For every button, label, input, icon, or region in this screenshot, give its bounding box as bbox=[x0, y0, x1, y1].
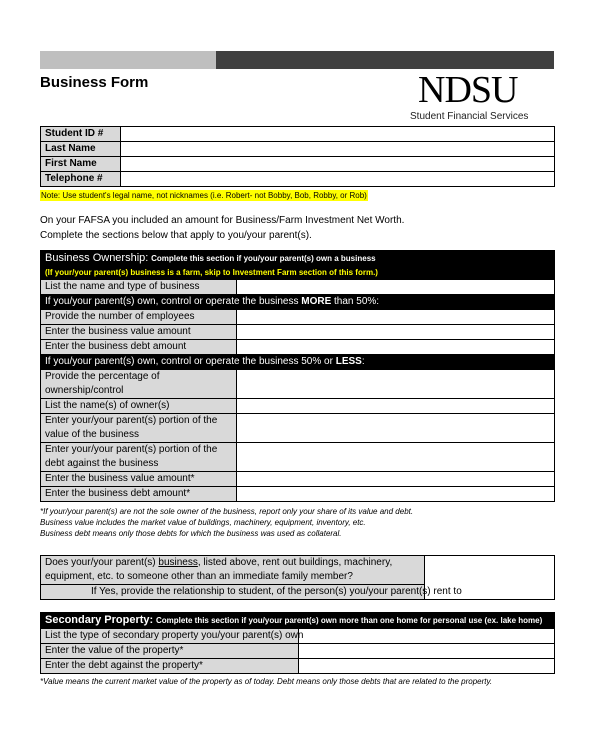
more-than-50-heading: If you/your parent(s) own, control or operate the business MORE than 50%: bbox=[41, 295, 555, 310]
last-name-row bbox=[41, 142, 555, 157]
owner-names-input[interactable] bbox=[237, 399, 555, 414]
portion-value-row bbox=[41, 414, 555, 443]
business-value-input[interactable] bbox=[237, 325, 555, 340]
owner-names-row bbox=[41, 399, 555, 414]
employees-row bbox=[41, 310, 555, 325]
legal-name-note: Note: Use student's legal name, not nicknames (i.e. Robert- not Bobby, Bob, Robby, or Rob) bbox=[41, 191, 367, 200]
rental-table bbox=[40, 555, 555, 600]
student-id-input[interactable] bbox=[121, 127, 555, 142]
business-debt-input[interactable] bbox=[237, 340, 555, 355]
ownership-percentage-row bbox=[41, 370, 555, 399]
ownership-percentage-label: Provide the percentage of ownership/control bbox=[41, 370, 237, 399]
business-value-row bbox=[41, 325, 555, 340]
student-id-label: Student ID # bbox=[41, 127, 121, 142]
business-ownership-table bbox=[40, 250, 555, 502]
footnote-business-value: Business value includes the market value of buildings, machinery, equipment, inventory, etc. bbox=[40, 518, 366, 527]
property-type-input[interactable] bbox=[299, 629, 555, 644]
business-name-input[interactable] bbox=[237, 280, 555, 295]
intro-line-2: Complete the sections below that apply to you/your parent(s). bbox=[40, 230, 312, 241]
last-name-label: Last Name bbox=[41, 142, 121, 157]
portion-debt-row bbox=[41, 443, 555, 472]
header-bar-light bbox=[40, 51, 216, 69]
portion-debt-label: Enter your/your parent(s) portion of the debt against the business bbox=[41, 443, 237, 472]
farm-note-row bbox=[41, 267, 555, 280]
property-type-row bbox=[41, 629, 555, 644]
business-debt-row bbox=[41, 340, 555, 355]
ownership-percentage-input[interactable] bbox=[237, 370, 555, 399]
business-footnotes bbox=[40, 506, 413, 539]
business-heading-row bbox=[41, 251, 555, 267]
property-value-label: Enter the value of the property* bbox=[41, 644, 299, 659]
ndsu-logo: NDSU bbox=[418, 69, 518, 111]
property-type-label: List the type of secondary property you/your parent(s) own bbox=[41, 629, 299, 644]
business-ownership-detail: Complete this section if you/your parent(s) own a business bbox=[151, 254, 376, 263]
secondary-property-detail: Complete this section if you/your parent(s) own more than one home for personal use (ex. lake home) bbox=[155, 616, 543, 625]
rental-question-row bbox=[41, 556, 555, 585]
header-bar-dark bbox=[216, 51, 554, 69]
portion-value-label: Enter your/your parent(s) portion of the value of the business bbox=[41, 414, 237, 443]
intro-line-1: On your FAFSA you included an amount for Business/Farm Investment Net Worth. bbox=[40, 215, 405, 226]
property-debt-row bbox=[41, 659, 555, 674]
footnote-sole-owner: *If your/your parent(s) are not the sole owner of the business, report only your share of its value and debt. bbox=[40, 507, 414, 516]
intro-text bbox=[40, 213, 404, 243]
first-name-row bbox=[41, 157, 555, 172]
first-name-input[interactable] bbox=[121, 157, 555, 172]
secondary-property-footnote: *Value means the current market value of the property as of today. Debt means only those debts that are related to the property. bbox=[40, 677, 493, 686]
telephone-row bbox=[41, 172, 555, 187]
owner-names-label: List the name(s) of owner(s) bbox=[41, 399, 237, 414]
last-name-input[interactable] bbox=[121, 142, 555, 157]
less-than-50-row bbox=[41, 355, 555, 370]
portion-debt-input[interactable] bbox=[237, 443, 555, 472]
employees-input[interactable] bbox=[237, 310, 555, 325]
secondary-heading-row bbox=[41, 613, 555, 629]
secondary-property-table bbox=[40, 612, 555, 674]
less-business-value-label: Enter the business value amount* bbox=[41, 472, 237, 487]
less-business-value-row bbox=[41, 472, 555, 487]
property-debt-label: Enter the debt against the property* bbox=[41, 659, 299, 674]
more-than-50-row bbox=[41, 295, 555, 310]
less-business-debt-label: Enter the business debt amount* bbox=[41, 487, 237, 502]
business-value-label: Enter the business value amount bbox=[41, 325, 237, 340]
business-name-row bbox=[41, 280, 555, 295]
business-debt-label: Enter the business debt amount bbox=[41, 340, 237, 355]
property-value-input[interactable] bbox=[299, 644, 555, 659]
property-debt-input[interactable] bbox=[299, 659, 555, 674]
telephone-input[interactable] bbox=[121, 172, 555, 187]
first-name-label: First Name bbox=[41, 157, 121, 172]
less-than-50-heading: If you/your parent(s) own, control or operate the business 50% or LESS: bbox=[41, 355, 555, 370]
farm-note: (If your/your parent(s) business is a farm, skip to Investment Farm section of this form.) bbox=[41, 267, 555, 280]
employees-label: Provide the number of employees bbox=[41, 310, 237, 325]
business-ownership-heading: Business Ownership: bbox=[45, 252, 149, 264]
student-info-table bbox=[40, 126, 555, 187]
department-name: Student Financial Services bbox=[410, 111, 529, 122]
student-id-row bbox=[41, 127, 555, 142]
property-value-row bbox=[41, 644, 555, 659]
rental-followup: If Yes, provide the relationship to student, of the person(s) you/your parent(s) rent to bbox=[41, 585, 425, 600]
rental-question: Does your/your parent(s) business, listed above, rent out buildings, machinery, equipment, etc. to someone other than an immediate family member? bbox=[41, 556, 425, 585]
page-title: Business Form bbox=[40, 74, 149, 91]
less-business-debt-row bbox=[41, 487, 555, 502]
business-name-label: List the name and type of business bbox=[41, 280, 237, 295]
secondary-property-heading: Secondary Property: bbox=[45, 614, 154, 626]
less-business-debt-input[interactable] bbox=[237, 487, 555, 502]
less-business-value-input[interactable] bbox=[237, 472, 555, 487]
telephone-label: Telephone # bbox=[41, 172, 121, 187]
footnote-business-debt: Business debt means only those debts for which the business was used as collateral. bbox=[40, 529, 342, 538]
portion-value-input[interactable] bbox=[237, 414, 555, 443]
